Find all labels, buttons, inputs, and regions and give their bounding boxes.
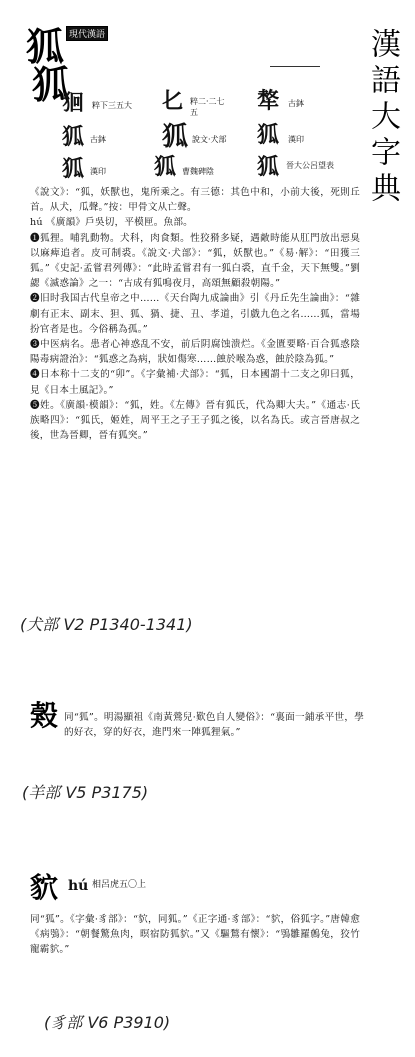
glyph-form: 𤞑 bbox=[62, 90, 85, 116]
glyph-source: 粹二·二七五 bbox=[190, 97, 225, 117]
variant-fanqie: 相呂虎五〇上 bbox=[92, 880, 147, 890]
glyph-form: 狐 bbox=[62, 156, 85, 182]
glyph-form: 狐 bbox=[62, 124, 85, 150]
definition-paragraph: ❶狐狸。哺乳動物。犬科，肉食類。性狡猾多疑，遇敵時能从肛門放出惡臭以麻痺追者。皮可制裘。《說文·犬部》：“狐，妖獸也。”《易·解》：“田獲三狐。”《史記·孟嘗君列傳》：“此時孟嘗君有一狐白裘，直千金，天下無雙。”劉勰《滅惑論》之一：“古成有狐鳴夜月，高頌無顧殺朝陽。” bbox=[30, 232, 360, 290]
glyph-form: 㹈 bbox=[257, 88, 280, 114]
glyph-source: 漢印 bbox=[90, 167, 106, 176]
definition-paragraph: 《說文》：“狐，妖獸也，鬼所乘之。有三德：其色中和，小前大後，死則丘首。从犬，瓜聲。”按：甲骨文从亡聲。 bbox=[30, 187, 360, 214]
glyph-source: 古鉢 bbox=[288, 99, 304, 108]
handwritten-citation: (豸部 V6 P3910) bbox=[44, 1013, 171, 1032]
dictionary-title: 漢語大字典 bbox=[365, 28, 400, 208]
entry-main bbox=[30, 185, 360, 443]
variant-pronunciation: hú bbox=[68, 878, 89, 894]
glyph-forms bbox=[62, 90, 352, 180]
handwritten-citation: (羊部 V5 P3175) bbox=[22, 783, 149, 802]
variant-definition: 同“狐”。明湯顯祖《南黃鶯兒·歎色自人變俗》：“裏面一鋪承平世，學的好衣，穿的好衣，進門來一陣狐狸氣。” bbox=[64, 712, 364, 739]
second-headword: 狐 bbox=[32, 62, 71, 107]
glyph-source: 古鉢 bbox=[90, 135, 106, 144]
glyph-form: 狐 bbox=[257, 154, 280, 180]
header-rule bbox=[270, 66, 320, 67]
glyph-source: 晉大公呂望表 bbox=[286, 161, 334, 170]
definition-paragraph: ❸中医病名。患者心神惑乱不安，前后阴腐蚀溃烂。《金匱要略·百合狐惑陰陽毒病證治》：“狐惑之為病，狀如傷寒……蝕於喉為惑，蝕於陰為狐。” bbox=[30, 339, 360, 366]
glyph-source: 曹魏碑陰 bbox=[182, 167, 214, 176]
variant-headword: 貁 bbox=[30, 871, 59, 904]
pronunciation-line: hú 《廣韻》戶吳切，平模匣。魚部。 bbox=[30, 217, 193, 229]
variant-definition: 同“狐”。《字彙·豸部》：“貁，同狐。”《正字通·豸部》：“貁，俗狐字。”唐韓愈《病鴞》：“朝餐驚魚肉，暝宿防狐貁。”又《驅鶖有懷》：“鴞雛羅鷯兔，狡竹寵霸貁。” bbox=[30, 914, 360, 956]
definition-paragraph: ❷旧时我国古代皇帝之中……《天台陶九成論曲》引《丹丘先生論曲》：“雜劇有正末、副末、狚、狐、猧、捷、丑、孝道，引戲九色之名……狐，當場扮官者是也。今俗稱為孤。” bbox=[30, 293, 360, 335]
definition-paragraph: ❹日本称十二支的“卯”。《字彙補·犬部》：“狐，日本國謂十二支之卯曰狐，見《日本土風記》。” bbox=[30, 369, 360, 396]
handwritten-citation: (犬部 V2 P1340-1341) bbox=[20, 615, 193, 634]
glyph-form: 狐 bbox=[162, 122, 189, 152]
definition-paragraph: ❺姓。《廣韻·模韻》：“狐，姓。《左傳》晉有狐氏，代為卿大夫。”《通志·氏族略四》：“狐氏，姬姓，周平王之子王子狐之後，以名為氏。或言晉唐叔之後，世為晉卿，晉有狐突。” bbox=[30, 399, 360, 442]
glyph-source: 漢印 bbox=[288, 135, 304, 144]
main-headword: 狐 bbox=[26, 24, 65, 69]
glyph-form: 𠤎 bbox=[162, 88, 185, 114]
glyph-source: 粹下三五大 bbox=[92, 101, 132, 110]
headword-label: 現代漢語 bbox=[66, 26, 108, 41]
glyph-source: 說文·犬部 bbox=[192, 135, 227, 144]
glyph-form: 狐 bbox=[257, 122, 280, 148]
glyph-form: 狐 bbox=[154, 154, 177, 180]
variant-headword: 㺉 bbox=[30, 699, 59, 732]
